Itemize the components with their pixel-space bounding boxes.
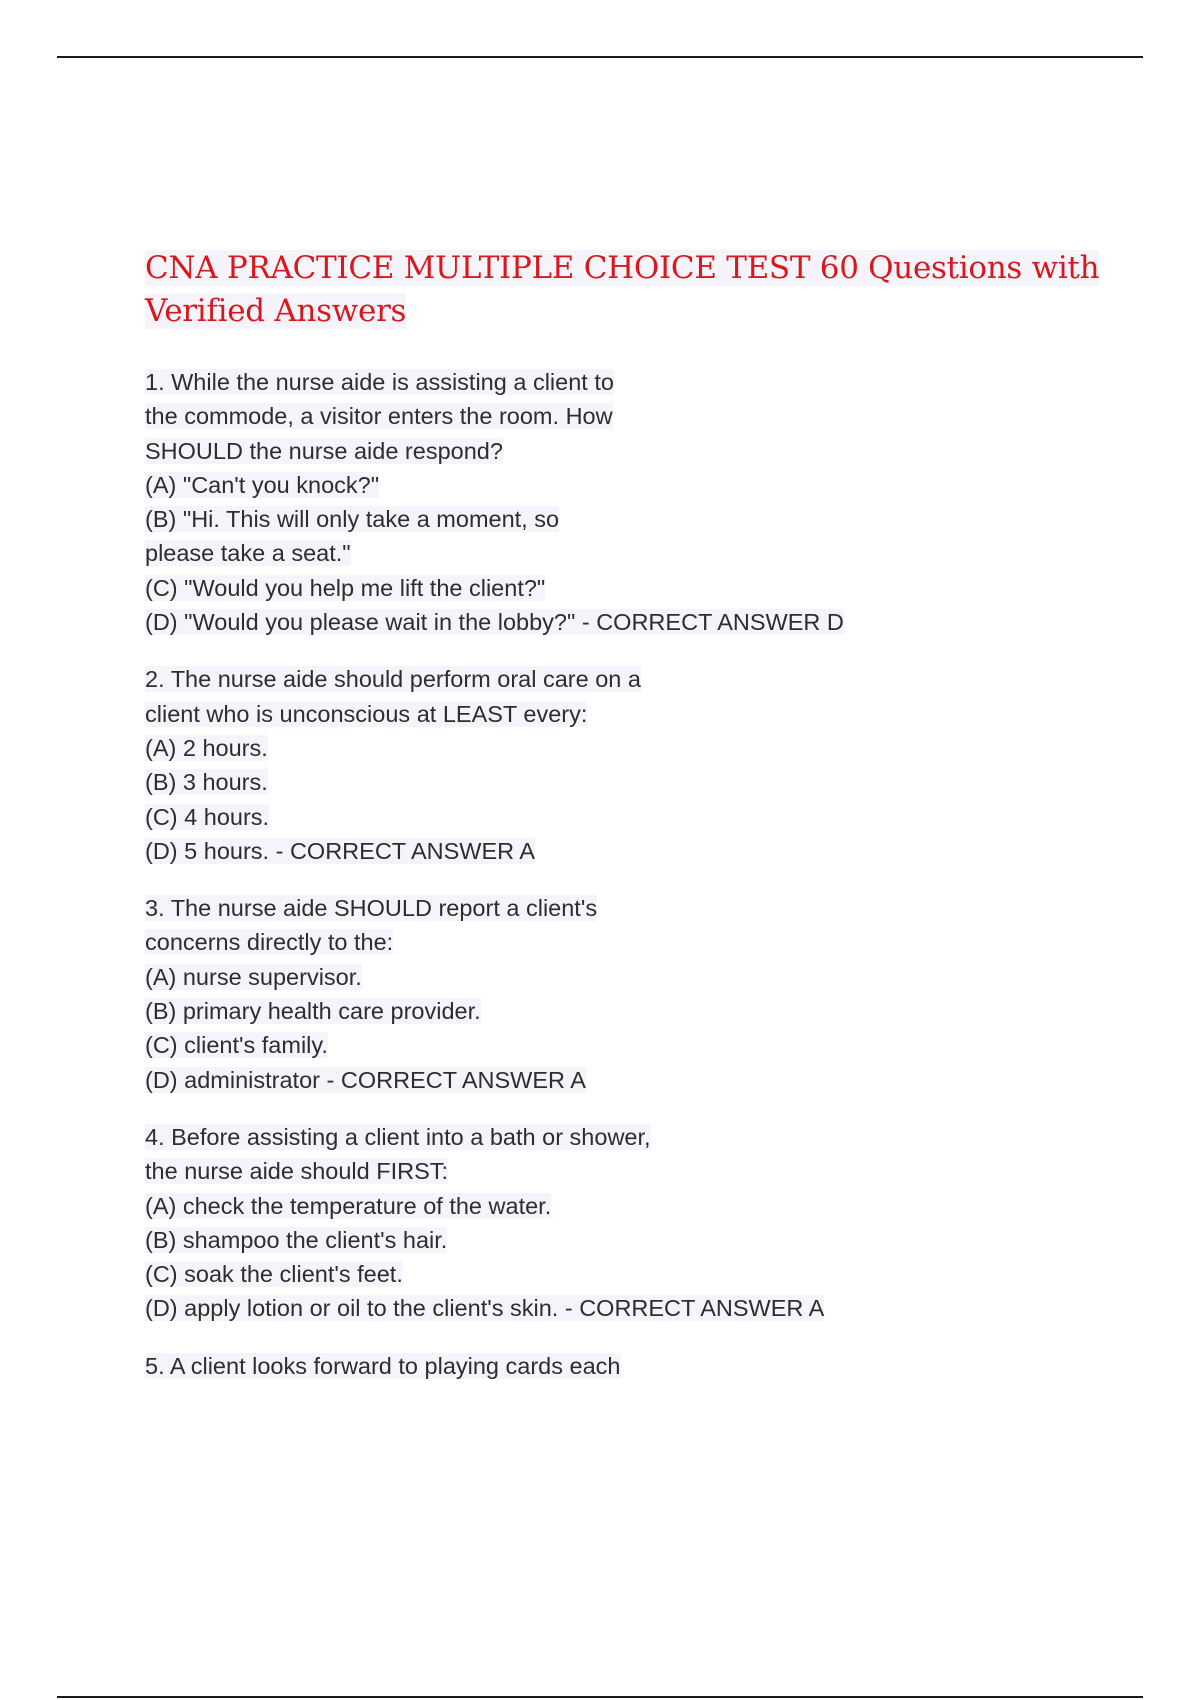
answer-option-b: (B) 3 hours. (145, 769, 268, 796)
answer-option-b: (B) primary health care provider. (145, 998, 481, 1025)
answer-option-c: (C) 4 hours. (145, 803, 270, 830)
question-line: 5. A client looks forward to playing cards each (145, 1352, 621, 1379)
question-5 (145, 1349, 1105, 1383)
footer-rule (57, 1696, 1143, 1698)
question-4 (145, 1120, 1105, 1326)
answer-option-c: (C) client's family. (145, 1032, 328, 1059)
answer-option-c: (C) soak the client's feet. (145, 1261, 403, 1288)
question-1 (145, 365, 1105, 639)
answer-option-a: (A) 2 hours. (145, 734, 268, 761)
answer-option-a: (A) "Can't you knock?" (145, 471, 380, 498)
answer-option-d-correct: (D) 5 hours. - CORRECT ANSWER A (145, 837, 535, 864)
answer-option-a: (A) nurse supervisor. (145, 963, 362, 990)
question-line: 4. Before assisting a client into a bath or shower, (145, 1123, 651, 1150)
answer-option-b: (B) "Hi. This will only take a moment, so (145, 506, 560, 533)
question-2 (145, 662, 1105, 868)
answer-option-d-correct: (D) "Would you please wait in the lobby?" - CORRECT ANSWER D (145, 609, 844, 636)
question-line: the nurse aide should FIRST: (145, 1158, 449, 1185)
question-line: concerns directly to the: (145, 929, 394, 956)
question-line: 3. The nurse aide SHOULD report a client's (145, 895, 598, 922)
title-line: CNA PRACTICE MULTIPLE CHOICE TEST 60 Questions with (145, 250, 1100, 286)
question-line: 2. The nurse aide should perform oral care on a (145, 666, 641, 693)
question-line: the commode, a visitor enters the room. How (145, 403, 613, 430)
answer-option-d-correct: (D) apply lotion or oil to the client's skin. - CORRECT ANSWER A (145, 1295, 825, 1322)
question-3 (145, 891, 1105, 1097)
question-line: SHOULD the nurse aide respond? (145, 437, 503, 464)
answer-option-a: (A) check the temperature of the water. (145, 1192, 552, 1219)
document-title (145, 247, 1105, 333)
question-line: 1. While the nurse aide is assisting a client to (145, 369, 614, 395)
header-rule (57, 56, 1143, 58)
document-body (145, 247, 1105, 1406)
title-line: Verified Answers (145, 293, 407, 329)
answer-option-c: (C) "Would you help me lift the client?" (145, 574, 546, 601)
answer-option-b: (B) shampoo the client's hair. (145, 1226, 448, 1253)
question-line: client who is unconscious at LEAST every: (145, 700, 588, 727)
answer-option-d-correct: (D) administrator - CORRECT ANSWER A (145, 1066, 586, 1093)
answer-option-b-cont: please take a seat." (145, 540, 351, 567)
